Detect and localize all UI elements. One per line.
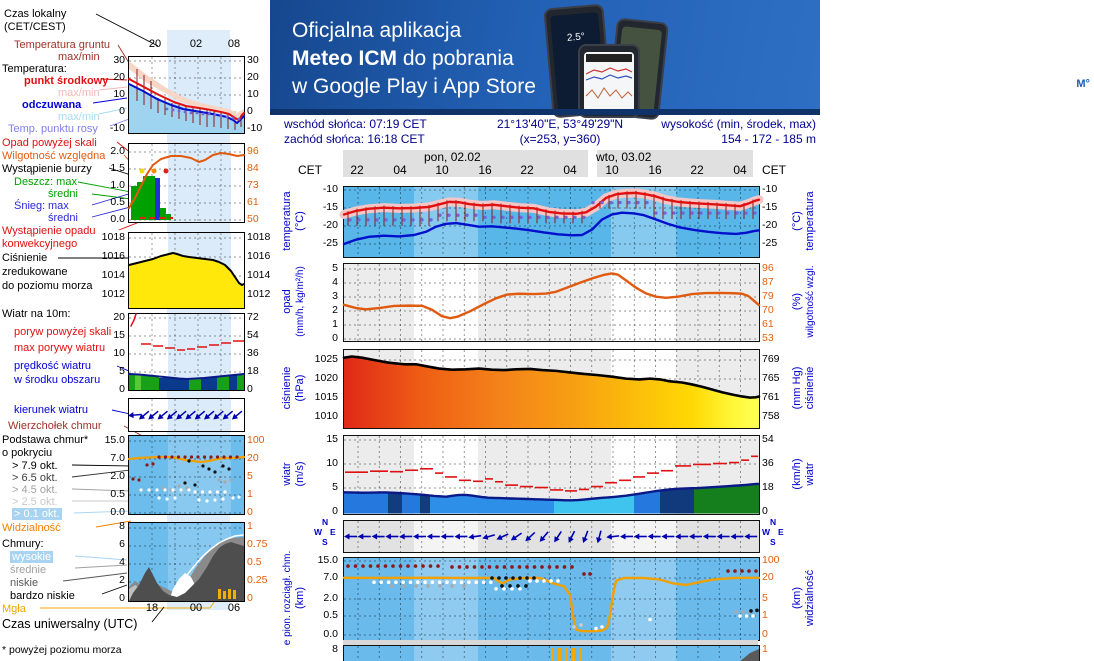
legend-item: Wystąpienie opadu	[2, 225, 95, 237]
tick-label: 30	[97, 54, 125, 66]
legend-item: Czas uniwersalny (UTC)	[2, 618, 137, 630]
legend-item: max/min	[58, 87, 100, 99]
tick-label: 1025	[302, 353, 338, 365]
tick-label: 0	[247, 592, 281, 604]
tick-label: 6	[97, 538, 125, 550]
legend-item: Wierzchołek chmur	[8, 420, 102, 432]
axis-label-press-l1: ciśnienie	[281, 349, 294, 427]
phone-temp-reading: 2.5°	[552, 30, 601, 45]
tick-label: 0	[97, 383, 125, 395]
hour-tick-label: 22	[684, 163, 710, 177]
compass-s-left-icon: S	[322, 537, 328, 547]
legend-item: Temperatura:	[2, 63, 67, 75]
legend-item: średni	[48, 212, 78, 224]
legend-item: o pokryciu	[2, 447, 52, 459]
tick-label: 0.5	[302, 609, 338, 621]
tick-label: 0	[302, 505, 338, 517]
compass-s-right-icon: S	[770, 537, 776, 547]
tick-label: 54	[762, 433, 798, 445]
compass-n-right-icon: N	[770, 517, 776, 527]
compass-e-right-icon: E	[778, 527, 784, 537]
tick-label: 2.0	[302, 592, 338, 604]
tick-label: -10	[302, 183, 338, 195]
phone-mini-meteogram	[584, 52, 634, 110]
banner-line1: Oficjalna aplikacja	[292, 18, 461, 44]
tick-label: 100	[762, 554, 798, 566]
axis-label-cloud-l1: e pion. rozciągł. chm.	[281, 557, 294, 639]
tick-label: 0	[762, 628, 798, 640]
legend-item: Deszcz: max	[14, 176, 77, 188]
tick-label: 54	[247, 329, 277, 341]
legend-item: w środku obszaru	[14, 374, 100, 386]
tick-label: 36	[762, 457, 798, 469]
mini-pressure-chart	[128, 232, 245, 309]
tick-label: 30	[247, 54, 277, 66]
hour-tick-label: 04	[727, 163, 753, 177]
wind-panel	[343, 435, 760, 515]
tick-label: 61	[247, 196, 277, 208]
tick-label: 96	[247, 145, 277, 157]
tick-label: 4	[302, 276, 338, 288]
mini-precipitation-chart	[128, 143, 245, 223]
sunrise-label: wschód słońca: 07:19 CET	[284, 116, 427, 132]
grid-point-label: (x=253, y=360)	[430, 131, 690, 147]
tick-label: 20	[247, 452, 277, 464]
tick-label: 10	[247, 88, 277, 100]
tick-label: 1	[302, 318, 338, 330]
tick-label: 8	[97, 520, 125, 532]
hour-tick-label: 16	[642, 163, 668, 177]
tick-label: 765	[762, 372, 798, 384]
tick-label: 72	[247, 311, 277, 323]
tick-label: 0	[762, 505, 798, 517]
hour-tick-label: 22	[514, 163, 540, 177]
tick-label: 4	[97, 556, 125, 568]
tick-label: 15.0	[302, 554, 338, 566]
legend-item: max/min	[58, 111, 100, 123]
legend-item: > 4.5 okt.	[12, 484, 58, 496]
tick-label: 10	[302, 457, 338, 469]
altitude-values: 154 - 172 - 185 m	[640, 131, 816, 147]
tick-label: 0	[247, 383, 277, 395]
axis-label-hum-r1: (%)	[791, 263, 804, 340]
tick-label: 73	[247, 179, 277, 191]
tick-label: 1	[762, 609, 798, 621]
tick-label: 758	[762, 410, 798, 422]
tick-label: 1020	[302, 372, 338, 384]
tick-label: 0.5	[97, 196, 125, 208]
compass-w-left-icon: W	[314, 527, 322, 537]
compass-w-right-icon: W	[762, 527, 770, 537]
tick-label: 53	[762, 332, 798, 344]
tick-label: 100	[247, 434, 277, 446]
axis-label-opad-l2: (mm/h, kg/m²/h)	[294, 263, 307, 340]
tick-label: 15	[302, 433, 338, 445]
day-label-monday: pon, 02.02	[424, 150, 481, 164]
sunset-label: zachód słońca: 16:18 CET	[284, 131, 425, 147]
tick-label: 2.0	[97, 145, 125, 157]
coordinates-label: 21°13'40"E, 53°49'29"N	[430, 116, 690, 132]
legend-item: punkt środkowy	[24, 75, 108, 87]
tick-label: 18	[247, 365, 277, 377]
legend-item: > 0.1 okt.	[12, 508, 62, 520]
logo-badge: M°	[1072, 76, 1094, 92]
legend-item: średni	[48, 188, 78, 200]
icmmeteo-logo	[962, 74, 1094, 94]
tick-label: 769	[762, 353, 798, 365]
legend-item: bardzo niskie	[10, 590, 75, 602]
tick-label: 5	[302, 481, 338, 493]
tick-label: 20	[247, 71, 277, 83]
tick-label: 0.0	[93, 506, 125, 518]
tick-label: 61	[762, 318, 798, 330]
meteo-icm-app-banner[interactable]	[270, 0, 820, 115]
tick-label: 0	[97, 592, 125, 604]
tick-label: 1016	[247, 250, 281, 262]
tick-label: 0.25	[247, 574, 281, 586]
axis-label-wind-r2: wiatr	[804, 435, 817, 513]
tick-label: 2	[97, 574, 125, 586]
legend-item: Wiatr na 10m:	[2, 308, 70, 320]
mini-time-label: 08	[224, 38, 244, 50]
axis-label-wind-l2: (m/s)	[294, 435, 307, 513]
tick-label: 15	[97, 329, 125, 341]
legend-item: wysokie	[10, 551, 53, 563]
axis-label-temp-l1: temperatura	[281, 186, 294, 256]
compass-n-left-icon: N	[322, 517, 328, 527]
tick-label: 1	[247, 488, 277, 500]
tick-label: 1.0	[97, 179, 125, 191]
tick-label: 70	[762, 304, 798, 316]
legend-item: * powyżej poziomu morza	[2, 644, 122, 656]
tick-label: 5	[247, 470, 277, 482]
tick-label: 1	[762, 643, 798, 655]
legend-item: Wilgotność względna	[2, 150, 105, 162]
tick-label: 1014	[93, 269, 125, 281]
axis-label-temp-l2: (°C)	[294, 186, 307, 256]
tick-label: 79	[762, 290, 798, 302]
tick-label: 0	[247, 105, 277, 117]
tick-label: -15	[762, 201, 798, 213]
temperature-panel	[343, 186, 760, 258]
day-label-tuesday: wto, 03.02	[596, 150, 651, 164]
tick-label: 5	[302, 262, 338, 274]
legend-item: Ciśnienie	[2, 252, 47, 264]
axis-label-vis-r2: widzialność	[804, 557, 817, 639]
mini-time-label: 02	[186, 38, 206, 50]
tick-label: -10	[97, 122, 125, 134]
tick-label: 3	[302, 290, 338, 302]
cet-label-right: CET	[762, 163, 786, 177]
legend-item: konwekcyjnego	[2, 238, 77, 250]
legend-item: Śnieg:	[14, 200, 45, 212]
legend-item: Mgła	[2, 603, 26, 615]
tick-label: 1	[247, 520, 281, 532]
tick-label: 1.5	[97, 162, 125, 174]
hour-tick-label: 16	[472, 163, 498, 177]
legend-item: Opad powyżej skali	[2, 137, 97, 149]
legend-item: Podstawa chmur*	[2, 434, 88, 446]
tick-label: 1014	[247, 269, 281, 281]
axis-label-wind-r1: (km/h)	[791, 435, 804, 513]
axis-label-opad-l1: opad	[281, 263, 294, 340]
bottom-axis-strip	[343, 640, 758, 645]
legend-item: Wystąpienie burzy	[2, 163, 92, 175]
axis-label-cloud-l2: (km)	[294, 557, 307, 639]
tick-label: 0	[97, 105, 125, 117]
mini-wind-direction-chart	[128, 398, 245, 432]
legend-item: prędkość wiatru	[14, 360, 91, 372]
tick-label: 20	[762, 571, 798, 583]
legend-item: Widzialność	[2, 522, 61, 534]
tick-label: 0.75	[247, 538, 281, 550]
tick-label: 36	[247, 347, 277, 359]
mini-time-label: 20	[145, 38, 165, 50]
hour-tick-label: 04	[557, 163, 583, 177]
tick-label: 84	[247, 162, 277, 174]
banner-line2-rest: do pobrania	[397, 47, 514, 70]
tick-label: 7.0	[93, 452, 125, 464]
mini-utc-label: 18	[142, 602, 162, 614]
tick-label: 10	[97, 88, 125, 100]
legend-item: > 2.5 okt.	[12, 496, 58, 508]
legend-item: Czas lokalny	[4, 8, 66, 20]
icmmeteo-swirl-icon	[962, 74, 982, 94]
legend-item: do poziomu morza	[2, 280, 93, 292]
tick-label: 2	[302, 304, 338, 316]
legend-item: > 6.5 okt.	[12, 472, 58, 484]
tick-label: 5	[97, 365, 125, 377]
legend-item: max porywy wiatru	[14, 342, 105, 354]
tick-label: 1018	[247, 231, 281, 243]
legend-item: średnie	[10, 564, 46, 576]
tick-label: 15.0	[93, 434, 125, 446]
tick-label: 1012	[93, 288, 125, 300]
tick-label: 1015	[302, 391, 338, 403]
legend-item: Temperatura gruntu	[14, 39, 110, 51]
axis-label-temp-r1: (°C)	[791, 186, 804, 256]
cet-label-left: CET	[298, 163, 322, 177]
hour-tick-label: 10	[599, 163, 625, 177]
tick-label: 0.0	[97, 213, 125, 225]
tick-label: -10	[762, 183, 798, 195]
axis-label-hum-r2: wilgotność wzgl.	[804, 263, 817, 340]
banner-app-name: Meteo ICM	[292, 47, 397, 70]
hour-tick-label: 10	[429, 163, 455, 177]
tick-label: 10	[97, 347, 125, 359]
legend-item: poryw powyżej skali	[14, 326, 111, 338]
tick-label: 5	[762, 592, 798, 604]
tick-label: 0	[247, 506, 277, 518]
mini-utc-label: 06	[224, 602, 244, 614]
tick-label: -20	[762, 219, 798, 231]
mini-visibility-chart	[128, 522, 245, 602]
tick-label: 96	[762, 262, 798, 274]
tick-label: 0.0	[302, 628, 338, 640]
tick-label: 0	[302, 332, 338, 344]
banner-bottom-strip	[270, 109, 820, 115]
hour-tick-label: 22	[344, 163, 370, 177]
axis-label-press-r1: (mm Hg)	[791, 349, 804, 427]
tick-label: 8	[302, 643, 338, 655]
legend-item: max/min	[58, 51, 100, 63]
tick-label: 50	[247, 213, 277, 225]
mini-clouds-chart	[128, 435, 245, 515]
axis-label-wind-l1: wiatr	[281, 435, 294, 513]
tick-label: -25	[762, 237, 798, 249]
tick-label: 2.0	[93, 470, 125, 482]
tick-label: 1018	[93, 231, 125, 243]
axis-label-press-l2: (hPa)	[294, 349, 307, 427]
legend-item: zredukowane	[2, 266, 67, 278]
compass-e-left-icon: E	[330, 527, 336, 537]
legend-item: > 7.9 okt.	[12, 460, 58, 472]
tick-label: -25	[302, 237, 338, 249]
legend-item: Chmury:	[2, 538, 44, 550]
tick-label: -20	[302, 219, 338, 231]
hour-tick-label: 04	[387, 163, 413, 177]
altitude-label: wysokość (min, środek, max)	[640, 116, 816, 132]
tick-label: 761	[762, 391, 798, 403]
tick-label: 7.0	[302, 571, 338, 583]
clouds-visibility-panel	[343, 557, 760, 641]
tick-label: -15	[302, 201, 338, 213]
banner-line2	[292, 46, 514, 72]
tick-label: 1010	[302, 410, 338, 422]
axis-label-vis-r1: (km)	[791, 557, 804, 639]
tick-label: 1016	[93, 250, 125, 262]
tick-label: 20	[97, 311, 125, 323]
phone-mockup-front	[578, 44, 640, 118]
phone-screen-meteogram	[584, 52, 634, 112]
mini-temperature-chart	[128, 56, 245, 134]
legend-item: kierunek wiatru	[14, 404, 88, 416]
fog-panel-cut	[343, 645, 760, 661]
axis-label-press-r2: ciśnienie	[804, 349, 817, 427]
legend-item: (CET/CEST)	[4, 21, 66, 33]
legend-item: max	[48, 200, 69, 212]
tick-label: 87	[762, 276, 798, 288]
legend-item: odczuwana	[22, 99, 81, 111]
pressure-panel	[343, 349, 760, 429]
tick-label: 0.5	[93, 488, 125, 500]
legend-item: niskie	[10, 577, 38, 589]
tick-label: -10	[247, 122, 277, 134]
wind-direction-panel	[343, 520, 760, 553]
logo-text: icmmeteo	[985, 74, 1064, 94]
axis-label-temp-r2: temperatura	[804, 186, 817, 256]
mini-utc-label: 00	[186, 602, 206, 614]
tick-label: 1012	[247, 288, 281, 300]
tick-label: 0.5	[247, 556, 281, 568]
tick-label: 18	[762, 481, 798, 493]
precipitation-humidity-panel	[343, 263, 760, 342]
legend-item: Temp. punktu rosy	[8, 123, 98, 135]
mini-wind-chart	[128, 313, 245, 391]
banner-line3: w Google Play i App Store	[292, 74, 536, 100]
tick-label: 20	[97, 71, 125, 83]
